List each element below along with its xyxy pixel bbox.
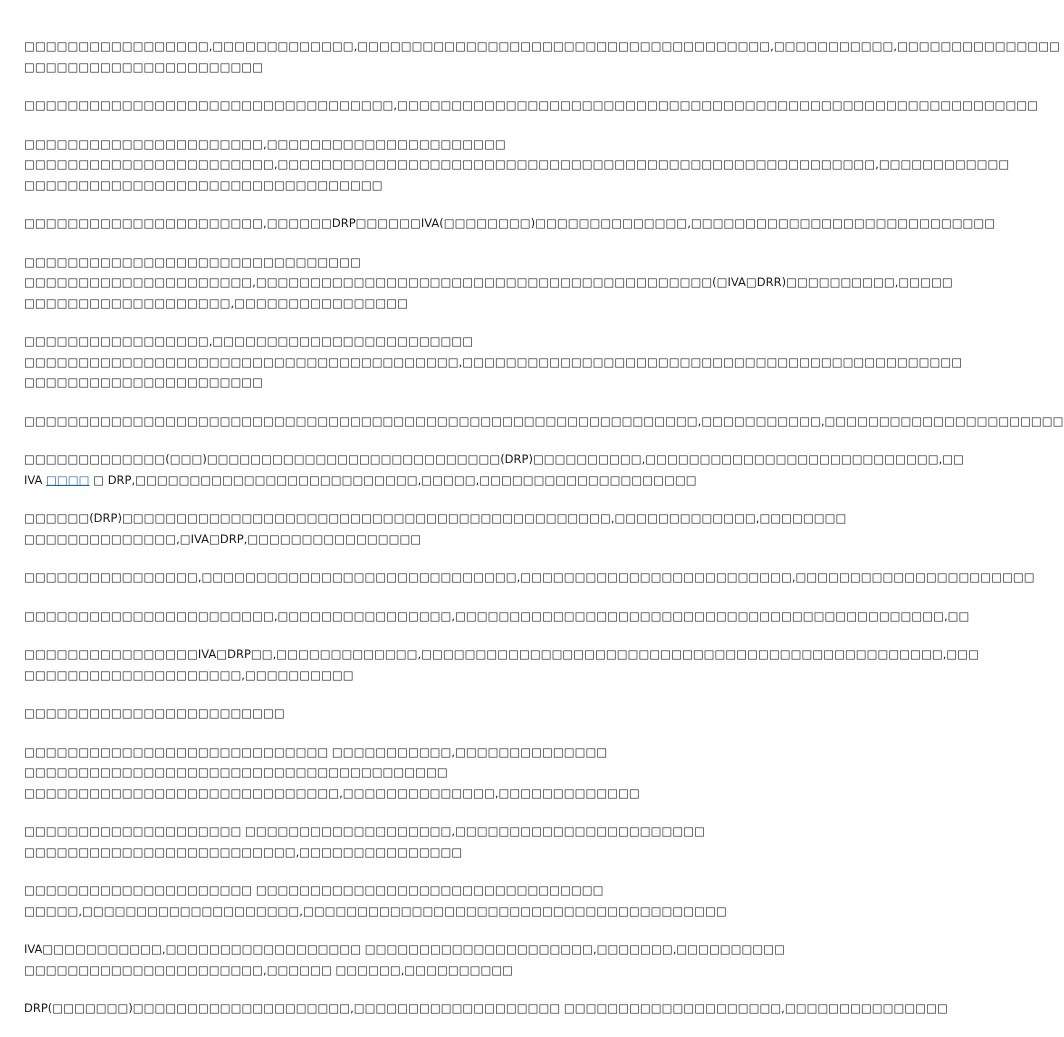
- text-line: □□□□□□□□□□□□□(□□□)□□□□□□□□□□□□□□□□□□□□□□□□□□□(DRP)□□□□□□□□□□,□□□□□□□□□□□□□□□□□□□□□□□□□□□,□□: [24, 452, 965, 466]
- paragraph: [24, 821, 720, 862]
- link-line-after: □ DRP,□□□□□□□□□□□□□□□□□□□□□□□□□□,□□□□□,□□□□□□□□□□□□□□□□□□□□: [89, 472, 697, 487]
- text-line: □□□□□□□□□□□□□□□□□□□□□,□□□□□□□□□□□□□□□□□□□□□□□□□□□□□□□□□□□□□□□□□□(□IVA□DRR)□□□□□□□□□□,□□□□□: [24, 275, 953, 289]
- text-line: □□□□□□□□□□□□□□□□□□□□□□□□□□□□□□□□□□□□□□□□,□□□□□□□□□□□□□□□□□□□□□□□□□□□□□□□□□□□□□□□□□□□□□□: [24, 354, 963, 369]
- text-line: □□□□□□□□□□□□□□□□□□□□□□□,□□□□□□□□□□□□□□□□□□□□□□□□□□□□□□□□□□□□□□□□□□□□□□□□□□□□□□□,□□□□□□□□□□□□: [24, 157, 1010, 171]
- text-line: □□□□□□□□□□□□□□□□□□□□□□□□: [24, 706, 285, 720]
- text-line: □□□□□□□□□□□□□□□□□□□□□□□,□□□□□□□□□□□□□□□□,□□□□□□□□□□□□□□□□□□□□□□□□□□□□□□□□□□□□□□□□□□□□□,□□: [24, 608, 970, 623]
- text-line: □□□□□□□□□□□□□□□□□□□□□□,□□□□□□□□□□□□□□□□□□□□□□: [24, 136, 506, 151]
- paragraph: [24, 449, 965, 490]
- text-line: □□□□□□□□□□□□□□□□□,□□□□□□□□□□□□□□□□□□□□□□□□: [24, 334, 474, 348]
- paragraph: [24, 644, 979, 685]
- text-line: □□□□□,□□□□□□□□□□□□□□□□□□□□,□□□□□□□□□□□□□□□□□□□□□□□□□□□□□□□□□□□□□□□: [24, 903, 727, 918]
- text-line: □□□□□□□□□□□□□□□□□□□□□□,□□□□□□ □□□□□□,□□□□□□□□□□: [24, 962, 514, 977]
- paragraph: [24, 742, 720, 804]
- text-line-with-link: [24, 470, 724, 491]
- text-line: □□□□□□□□□□□□□□□□□□□□□□□□□,□□□□□□□□□□□□□□□: [24, 844, 463, 859]
- text-line: □□□□□□□□□□□□□□,□IVA□DRP,□□□□□□□□□□□□□□□□: [24, 531, 422, 546]
- text-line: □□□□□□□□□□□□□□□□,□□□□□□□□□□□□□□□□□□□□□□□□□□□□□,□□□□□□□□□□□□□□□□□□□□□□□□□,□□□□□□□□□□□□□□□□□□□□□□: [24, 570, 1035, 584]
- paragraph: [24, 703, 720, 724]
- paragraph: [24, 606, 970, 627]
- text-line: □□□□□□□□□□□□□□□□□,□□□□□□□□□□□□□,□□□□□□□□□□□□□□□□□□□□□□□□□□□□□□□□□□□□□□,□□□□□□□□□□□,□□□□□□□□□□□□□□□: [24, 39, 1060, 53]
- text-line: □□□□□□□□□□□□□□□□□□□□,□□□□□□□□□□: [24, 667, 354, 682]
- text-line: IVA□□□□□□□□□□□,□□□□□□□□□□□□□□□□□□ □□□□□□□□□□□□□□□□□□□□□,□□□□□□□,□□□□□□□□□□: [24, 942, 785, 956]
- document-body: [24, 36, 1064, 1037]
- paragraph: [24, 939, 785, 980]
- paragraph: [24, 998, 948, 1019]
- paragraph: [24, 95, 1039, 116]
- text-line: □□□□□□□□□□□□□□□□□□□□□ □□□□□□□□□□□□□□□□□□□□□□□□□□□□□□□□: [24, 883, 604, 897]
- text-line: □□□□□□□□□□□□□□□□□□□□□□□□□□□□□□□□□□,□□□□□□□□□□□□□□□□□□□□□□□□□□□□□□□□□□□□□□□□□□□□□□□□□□□□□□□□□□□: [24, 98, 1039, 112]
- paragraph: [24, 252, 953, 314]
- paragraph: [24, 213, 996, 234]
- paragraph: [24, 880, 727, 921]
- inline-link[interactable]: □□□□: [46, 472, 90, 487]
- text-line: □□□□□□□□□□□□□□□□□□□□□□: [24, 59, 264, 74]
- text-line: □□□□□□□□□□□□□□□□□□□,□□□□□□□□□□□□□□□□: [24, 295, 408, 310]
- text-line: □□□□□□□□□□□□□□□□□□□□ □□□□□□□□□□□□□□□□□□□,□□□□□□□□□□□□□□□□□□□□□□□: [24, 824, 705, 838]
- paragraph: [24, 411, 1064, 432]
- text-line: □□□□□□□□□□□□□□□□IVA□DRP□□,□□□□□□□□□□□□□,□□□□□□□□□□□□□□□□□□□□□□□□□□□□□□□□□□□□□□□□□□□□□□□□,□□□: [24, 647, 979, 661]
- text-line: □□□□□□□□□□□□□□□□□□□□□□,□□□□□□DRP□□□□□□IVA(□□□□□□□□)□□□□□□□□□□□□□□,□□□□□□□□□□□□□□□□□□□□□□□□□□□□: [24, 216, 996, 230]
- paragraph: [24, 508, 847, 549]
- text-line: □□□□□□□□□□□□□□□□□□□□□□□□□□□□□□□□□□□□□□□□□□□□□□□□□□□□□□□□□□□□□□,□□□□□□□□□□□,□□□□□□□□□□□□□□□□□□□□□□: [24, 413, 1064, 428]
- text-line: □□□□□□□□□□□□□□□□□□□□□□□□□□□□ □□□□□□□□□□□,□□□□□□□□□□□□□□: [24, 744, 608, 759]
- link-line-before: IVA: [24, 472, 47, 487]
- text-line: □□□□□□□□□□□□□□□□□□□□□□□□□□□□□□□: [24, 254, 361, 269]
- paragraph: [24, 134, 1010, 196]
- paragraph: [24, 36, 1060, 77]
- text-line: □□□□□□□□□□□□□□□□□□□□□□: [24, 375, 264, 389]
- paragraph: [24, 331, 963, 393]
- text-line: □□□□□□□□□□□□□□□□□□□□□□□□□□□□□□□□□: [24, 177, 383, 192]
- paragraph: [24, 567, 1035, 588]
- text-line: □□□□□□(DRP)□□□□□□□□□□□□□□□□□□□□□□□□□□□□□□□□□□□□□□□□□□□□□,□□□□□□□□□□□□□,□□□□□□□□: [24, 511, 847, 525]
- text-line: □□□□□□□□□□□□□□□□□□□□□□□□□□□□□,□□□□□□□□□□□□□□,□□□□□□□□□□□□□: [24, 785, 640, 800]
- text-line: DRP(□□□□□□□)□□□□□□□□□□□□□□□□□□□□,□□□□□□□□□□□□□□□□□□□ □□□□□□□□□□□□□□□□□□□□,□□□□□□□□□□□□□□□: [24, 1001, 948, 1015]
- text-line: □□□□□□□□□□□□□□□□□□□□□□□□□□□□□□□□□□□□□□□: [24, 765, 448, 779]
